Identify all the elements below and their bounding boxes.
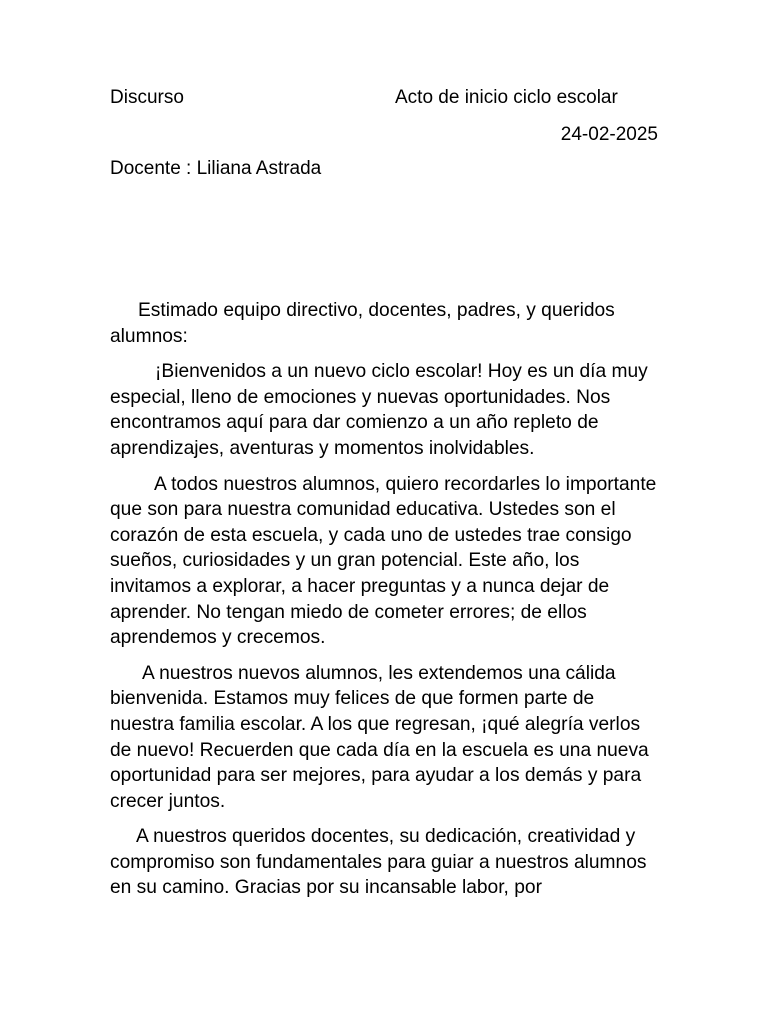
teacher-name: Docente : Liliana Astrada xyxy=(110,158,322,179)
speech-body xyxy=(110,298,662,911)
teachers-paragraph: A nuestros queridos docentes, su dedicación, creatividad y compromiso son fundamentales para guiar a nuestros alumnos en su camino. Gracias por su incansable labor, por xyxy=(110,826,647,899)
welcome-paragraph: ¡Bienvenidos a un nuevo ciclo escolar! Hoy es un día muy especial, lleno de emociones y nuevas oportunidades. Nos encontramos aquí para dar comienzo a un año repleto de aprendizajes, aventuras y momentos inolvidables. xyxy=(110,361,648,459)
document-label: Discurso xyxy=(110,87,184,108)
greeting-paragraph: Estimado equipo directivo, docentes, padres, y queridos alumnos: xyxy=(110,300,615,347)
new-students-paragraph: A nuestros nuevos alumnos, les extendemos una cálida bienvenida. Estamos muy felices de que formen parte de nuestra familia escolar. A los que regresan, ¡qué alegría verlos de nuevo! Recuerden que cada día en la escuela es una nueva oportunidad para ser mejores, para ayudar a los demás y para crecer juntos. xyxy=(110,662,649,812)
event-title: Acto de inicio ciclo escolar xyxy=(395,87,618,108)
students-paragraph: A todos nuestros alumnos, quiero recordarles lo importante que son para nuestra comunidad educativa. Ustedes son el corazón de esta escuela, y cada uno de ustedes trae consigo sueños, curiosidades y un gran potencial. Este año, los invitamos a explorar, a hacer preguntas y a nunca dejar de aprender. No tengan miedo de cometer errores; de ellos aprendemos y crecemos. xyxy=(110,473,657,649)
document-date: 24-02-2025 xyxy=(560,124,658,145)
